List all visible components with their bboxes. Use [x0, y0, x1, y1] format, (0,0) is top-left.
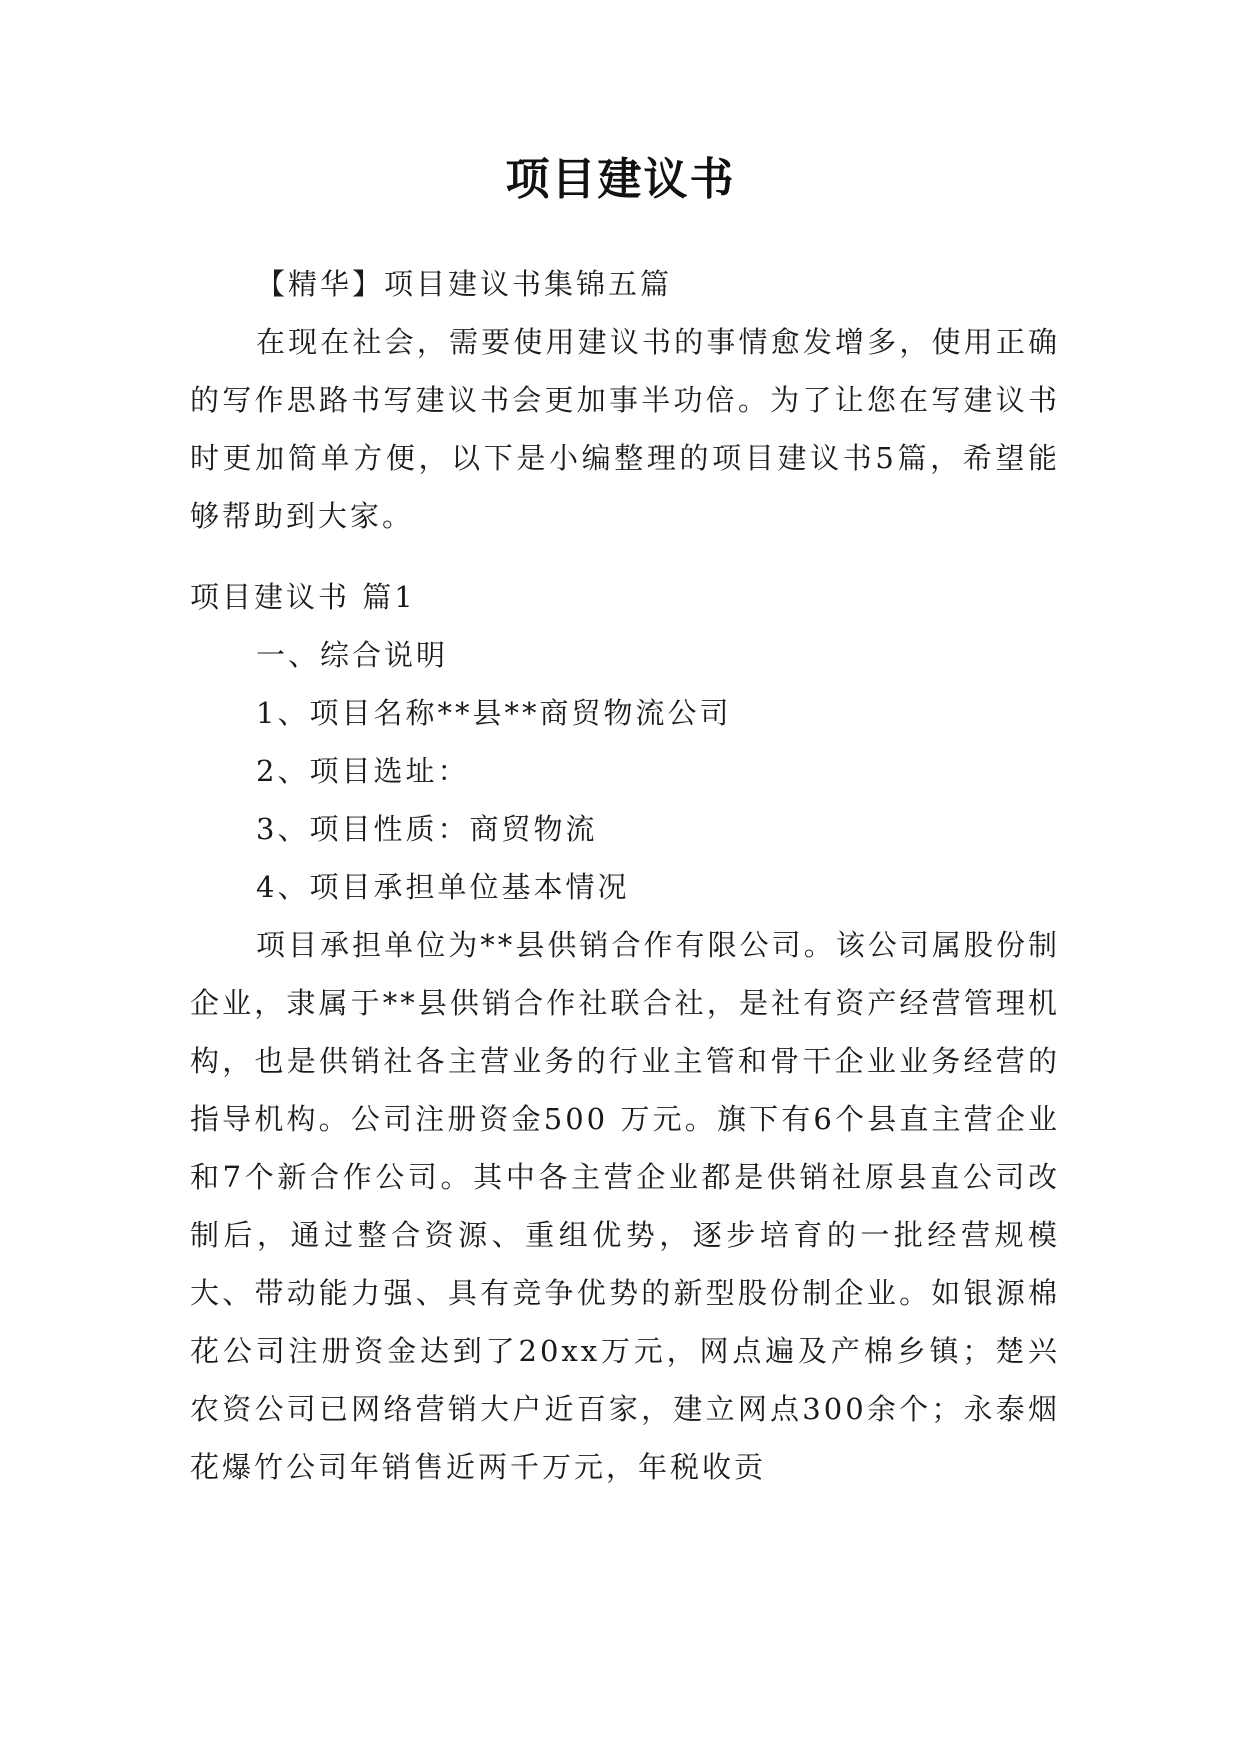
intro-paragraph: 在现在社会，需要使用建议书的事情愈发增多，使用正确的写作思路书写建议书会更加事半功倍。为了让您在写建议书时更加简单方便，以下是小编整理的项目建议书5篇，希望能够帮助到大家。	[190, 325, 1060, 533]
section-heading: 项目建议书 篇1	[190, 580, 416, 614]
section-block	[190, 568, 1060, 1496]
document-title: 项目建议书	[505, 154, 736, 205]
body-paragraph: 项目承担单位为**县供销合作有限公司。该公司属股份制企业，隶属于**县供销合作社联合社，是社有资产经营管理机构，也是供销社各主营业务的行业主管和骨干企业业务经营的指导机构。公司注册资金500 万元。旗下有6个县直主营企业和7个新合作公司。其中各主营企业都是供销社原县直公司改制后，通过整合资源、重组优势，逐步培育的一批经营规模大、带动能力强、具有竞争优势的新型股份制企业。如银源棉花公司注册资金达到了20xx万元，网点遍及产棉乡镇；楚兴农资公司已网络营销大户近百家，建立网点300余个；永泰烟花爆竹公司年销售近两千万元，年税收贡	[190, 928, 1060, 1484]
list-item: 1、项目名称**县**商贸物流公司	[256, 696, 732, 730]
list-item: 4、项目承担单位基本情况	[256, 870, 630, 904]
list-item: 2、项目选址：	[256, 754, 470, 788]
list-item: 一、综合说明	[256, 638, 449, 672]
intro-heading: 【精华】项目建议书集锦五篇	[256, 267, 673, 301]
intro-block	[190, 255, 1060, 545]
list-item: 3、项目性质：商贸物流	[256, 812, 598, 846]
